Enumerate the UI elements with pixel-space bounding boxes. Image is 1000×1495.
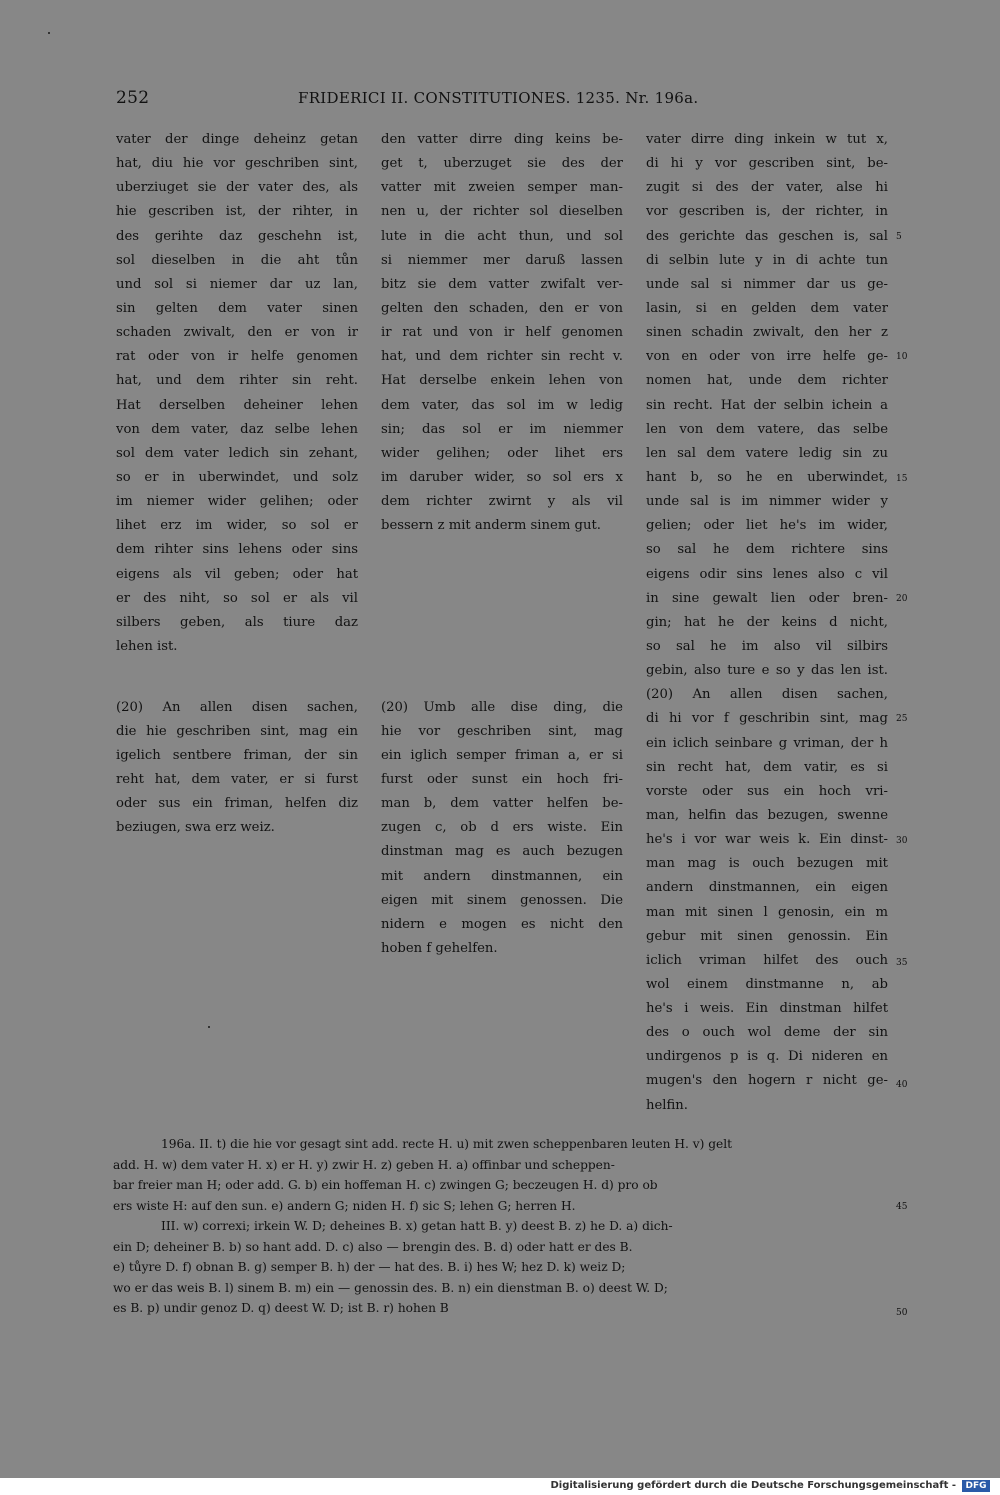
text-line: silbers geben, als tiure daz <box>116 614 358 630</box>
text-line: di hi y vor gescriben sint, be- <box>646 156 888 172</box>
text-line: len von dem vatere, das selbe <box>646 421 888 437</box>
text-line: hoben f gehelfen. <box>381 940 498 956</box>
text-line: di selbin lute y in di achte tun <box>646 252 888 268</box>
text-line: nomen hat, unde dem richter <box>646 373 888 389</box>
text-line: hant b, so he en uberwindet, <box>646 469 888 485</box>
running-title: FRIDERICI II. CONSTITUTIONES. 1235. Nr. 196a. <box>298 89 699 107</box>
line-number: 35 <box>896 958 908 968</box>
text-block <box>381 696 623 962</box>
text-line: ir rat und von ir helf genomen <box>381 325 623 341</box>
footnote-line: add. H. w) dem vater H. x) er H. y) zwir H. z) geben H. a) offinbar und scheppen- <box>113 1157 615 1172</box>
footnote-line: e) tůyre D. f) obnan B. g) semper B. h) der — hat des. B. i) hes W; hez D. k) weiz D; <box>113 1260 626 1274</box>
text-line: und sol si niemer dar uz lan, <box>116 276 358 292</box>
text-line: eigens odir sins lenes also c vil <box>646 566 888 582</box>
text-line: uberziuget sie der vater des, als <box>116 180 358 196</box>
text-block <box>116 128 358 659</box>
text-line: vor gescriben is, der richter, in <box>646 204 888 220</box>
line-number: 10 <box>896 352 908 362</box>
footnotes <box>113 1134 888 1319</box>
text-line: len sal dem vatere ledig sin zu <box>646 445 888 461</box>
text-line: von dem vater, daz selbe lehen <box>116 421 358 437</box>
text-line: vorste oder sus ein hoch vri- <box>646 783 888 799</box>
text-line: sin recht. Hat der selbin ichein a <box>646 397 888 413</box>
text-line: gelien; oder liet he's im wider, <box>646 518 888 534</box>
dfg-logo: DFG <box>962 1480 990 1492</box>
footnote-line-number: 50 <box>896 1308 908 1318</box>
text-line: Hat derselbe enkein lehen von <box>381 373 623 389</box>
text-line: si niemmer mer daruß lassen <box>381 252 623 268</box>
footnote-line: bar freier man H; oder add. G. b) ein hoffeman H. c) zwingen G; beczeugen H. d) pro ob <box>113 1178 658 1192</box>
footer-text: Digitalisierung gefördert durch die Deutsche Forschungsgemeinschaft - <box>550 1480 956 1491</box>
footnote-line-number: 45 <box>896 1202 908 1212</box>
text-line: man b, dem vatter helfen be- <box>381 796 623 812</box>
text-line: sin; das sol er im niemmer <box>381 421 623 437</box>
scan-speck <box>208 1026 210 1028</box>
text-line: he's i weis. Ein dinstman hilfet <box>646 1001 888 1017</box>
line-number: 15 <box>896 474 908 484</box>
text-block <box>381 128 623 538</box>
text-line: von en oder von irre helfe ge- <box>646 349 888 365</box>
text-line: reht hat, dem vater, er si furst <box>116 771 358 787</box>
text-line: lute in die acht thun, und sol <box>381 228 623 244</box>
text-block <box>116 696 358 841</box>
text-line: im daruber wider, so sol ers x <box>381 469 623 485</box>
text-line: des gerichte das geschen is, sal <box>646 228 888 244</box>
line-number: 25 <box>896 714 908 724</box>
footnote-line: wo er das weis B. l) sinem B. m) ein — genossin des. B. n) ein dienstman B. o) deest W. D; <box>113 1280 668 1295</box>
footnote-line: III. w) correxi; irkein W. D; deheines B. x) getan hatt B. y) deest B. z) he D. a) dich- <box>161 1219 673 1233</box>
text-line: er des niht, so sol er als vil <box>116 590 358 606</box>
text-line: di hi vor f geschribin sint, mag <box>646 711 888 727</box>
text-line: unde sal is im nimmer wider y <box>646 494 888 510</box>
text-line: get t, uberzuget sie des der <box>381 156 623 172</box>
text-line: vater der dinge deheinz getan <box>116 132 358 147</box>
text-line: so er in uberwindet, und solz <box>116 469 358 485</box>
text-line: nen u, der richter sol dieselben <box>381 204 623 220</box>
running-header <box>116 88 886 112</box>
text-line: eigen mit sinem genossen. Die <box>381 892 623 908</box>
text-line: rat oder von ir helfe genomen <box>116 349 358 365</box>
text-line: vater dirre ding inkein w tut x, <box>646 132 888 147</box>
text-line: sol dieselben in die aht tůn <box>116 252 358 268</box>
text-line: ein iglich semper friman a, er si <box>381 747 623 763</box>
text-line: man mag is ouch bezugen mit <box>646 856 888 872</box>
text-line: vatter mit zweien semper man- <box>381 180 623 196</box>
line-number: 20 <box>896 594 908 604</box>
footnote-line: es B. p) undir genoz D. q) deest W. D; ist B. r) hohen B <box>113 1301 449 1315</box>
text-line: Hat derselben deheiner lehen <box>116 397 358 413</box>
text-line: furst oder sunst ein hoch fri- <box>381 771 623 787</box>
text-line: die hie geschriben sint, mag ein <box>116 723 358 739</box>
footnote-line: 196a. II. t) die hie vor gesagt sint add. recte H. u) mit zwen scheppenbaren leuten H. v) gelt <box>161 1137 733 1151</box>
text-line: wol einem dinstmanne n, ab <box>646 976 888 992</box>
text-line: hie gescriben ist, der rihter, in <box>116 204 358 220</box>
text-line: gin; hat he der keins d nicht, <box>646 614 888 630</box>
text-line: bitz sie dem vatter zwifalt ver- <box>381 276 623 292</box>
line-number: 40 <box>896 1080 908 1090</box>
text-line: so sal he dem richtere sins <box>646 542 888 558</box>
text-line: dem richter zwirnt y als vil <box>381 494 623 510</box>
text-line: sin recht hat, dem vatir, es si <box>646 759 888 775</box>
text-line: sol dem vater ledich sin zehant, <box>116 445 358 461</box>
text-line: undirgenos p is q. Di nideren en <box>646 1049 888 1065</box>
text-line: des gerihte daz geschehn ist, <box>116 228 358 244</box>
text-line: lehen ist. <box>116 638 178 654</box>
text-line: man, helfin das bezugen, swenne <box>646 807 888 823</box>
text-line: hat, diu hie vor geschriben sint, <box>116 156 358 172</box>
line-number: 5 <box>896 232 902 242</box>
text-line: mugen's den hogern r nicht ge- <box>646 1073 888 1089</box>
footer-bar <box>0 1478 1000 1495</box>
text-line: dem rihter sins lehens oder sins <box>116 542 358 558</box>
text-line: nidern e mogen es nicht den <box>381 916 623 932</box>
footnote-line: ein D; deheiner B. b) so hant add. D. c) also — brengin des. B. d) oder hatt er des B. <box>113 1239 633 1254</box>
text-line: lasin, si en gelden dem vater <box>646 300 888 316</box>
text-line: man mit sinen l genosin, ein m <box>646 904 888 920</box>
text-line: des o ouch wol deme der sin <box>646 1025 888 1041</box>
page-number: 252 <box>116 88 150 108</box>
text-line: im niemer wider gelihen; oder <box>116 494 358 510</box>
text-line: bessern z mit anderm sinem gut. <box>381 518 601 534</box>
text-block <box>646 128 888 1118</box>
text-line: in sine gewalt lien oder bren- <box>646 590 888 606</box>
text-line: unde sal si nimmer dar us ge- <box>646 276 888 292</box>
text-line: (20) An allen disen sachen, <box>646 687 888 703</box>
text-line: oder sus ein friman, helfen diz <box>116 796 358 812</box>
text-line: gelten den schaden, den er von <box>381 300 623 316</box>
line-number: 30 <box>896 836 908 846</box>
text-line: sin gelten dem vater sinen <box>116 300 358 316</box>
text-line: ein iclich seinbare g vriman, der h <box>646 735 888 751</box>
text-line: iclich vriman hilfet des ouch <box>646 952 888 968</box>
text-line: gebur mit sinen genossin. Ein <box>646 928 888 944</box>
text-line: so sal he im also vil silbirs <box>646 638 888 654</box>
text-line: schaden zwivalt, den er von ir <box>116 325 358 341</box>
text-line: hat, und dem richter sin recht v. <box>381 349 623 365</box>
text-line: mit andern dinstmannen, ein <box>381 868 623 884</box>
text-line: lihet erz im wider, so sol er <box>116 518 358 534</box>
text-line: dem vater, das sol im w ledig <box>381 397 623 413</box>
text-line: wider gelihen; oder lihet ers <box>381 445 623 461</box>
text-line: zugit si des der vater, alse hi <box>646 180 888 196</box>
text-line: gebin, also ture e so y das len ist. <box>646 663 888 679</box>
text-line: zugen c, ob d ers wiste. Ein <box>381 820 623 836</box>
scan-speck <box>48 32 50 34</box>
text-line: eigens als vil geben; oder hat <box>116 566 358 582</box>
text-line: hat, und dem rihter sin reht. <box>116 373 358 389</box>
footnote-line: ers wiste H: auf den sun. e) andern G; niden H. f) sic S; lehen G; herren H. <box>113 1198 576 1213</box>
text-line: den vatter dirre ding keins be- <box>381 132 623 147</box>
text-line: (20) An allen disen sachen, <box>116 699 358 715</box>
text-line: helfin. <box>646 1097 688 1113</box>
text-line: igelich sentbere friman, der sin <box>116 747 358 763</box>
text-line: hie vor geschriben sint, mag <box>381 723 623 739</box>
text-line: he's i vor war weis k. Ein dinst- <box>646 832 888 848</box>
text-line: sinen schadin zwivalt, den her z <box>646 325 888 341</box>
text-line: dinstman mag es auch bezugen <box>381 844 623 860</box>
text-line: (20) Umb alle dise ding, die <box>381 699 623 715</box>
text-line: beziugen, swa erz weiz. <box>116 820 275 836</box>
text-line: andern dinstmannen, ein eigen <box>646 880 888 896</box>
